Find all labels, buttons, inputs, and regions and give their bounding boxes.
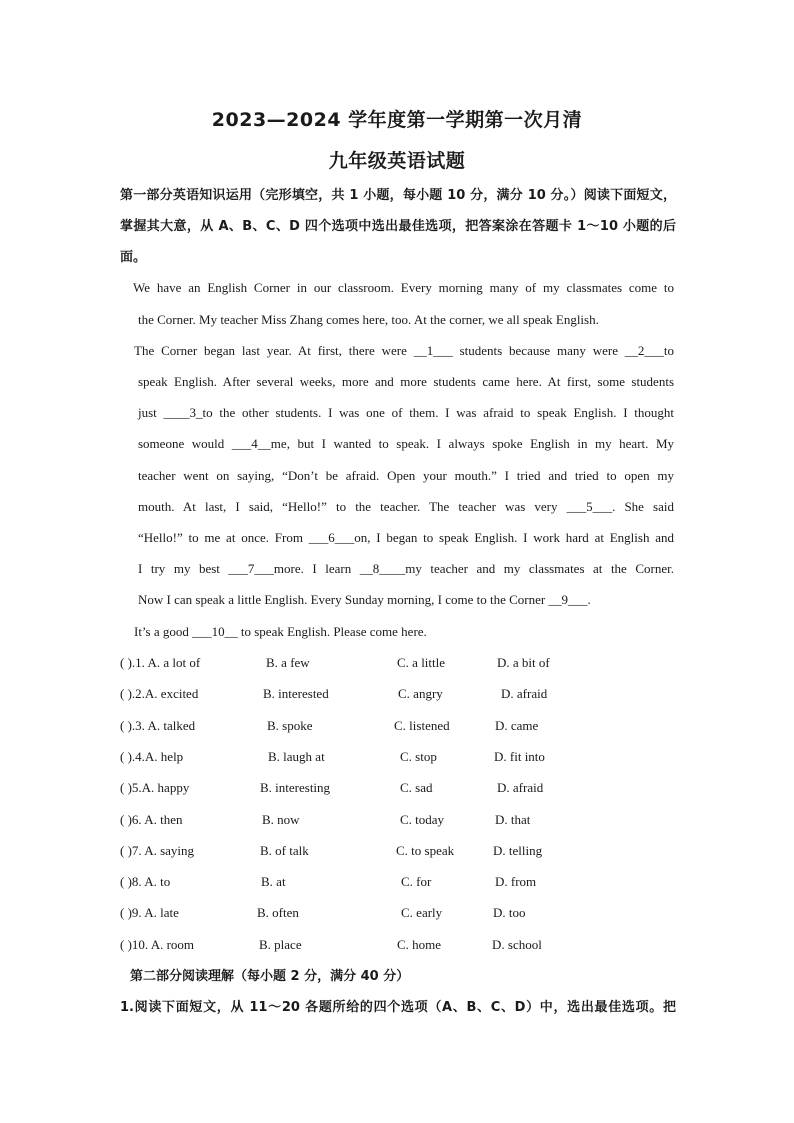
- passage-line: The Corner began last year. At first, there were __1___ students because many were __2___to: [134, 343, 674, 358]
- passage-line: mouth. At last, I said, “Hello!” to the teacher. The teacher was very ___5___. She said: [138, 499, 674, 514]
- question-row: [120, 874, 680, 894]
- option-b: B. often: [257, 905, 299, 921]
- option-b: B. spoke: [267, 717, 313, 733]
- question-row: [120, 655, 680, 675]
- option-b: B. place: [259, 936, 302, 952]
- option-d: D. afraid: [501, 686, 548, 702]
- option-b: B. interesting: [260, 780, 331, 796]
- option-c: C. stop: [400, 748, 437, 764]
- part1-instruction: 第一部分英语知识运用（完形填空，共 1 小题，每小题 10 分，满分 10 分。）阅读下面短文，掌握其大意，从 A、B、C、D 四个选项中选出最佳选项，把答案涂在答题卡 1～10 小题的后面。: [120, 188, 676, 265]
- question-stem-option-a: ( )7. A. saying: [120, 842, 195, 858]
- option-b: B. a few: [266, 655, 310, 670]
- option-c: C. a little: [397, 655, 446, 670]
- option-b: B. of talk: [260, 842, 309, 858]
- option-c: C. today: [400, 811, 445, 827]
- option-d: D. from: [495, 874, 537, 890]
- exam-subtitle: 九年级英语试题: [328, 150, 466, 172]
- question-stem-option-a: ( ).1. A. a lot of: [120, 655, 201, 670]
- part2-instruction: 1.阅读下面短文，从 11～20 各题所给的四个选项（A、B、C、D）中，选出最佳选项。把: [120, 1000, 676, 1015]
- question-stem-option-a: ( )10. A. room: [120, 936, 195, 952]
- option-c: C. home: [397, 936, 442, 952]
- question-row: [120, 812, 680, 832]
- question-row: [120, 780, 680, 800]
- option-c: C. for: [401, 874, 432, 890]
- question-stem-option-a: ( ).2.A. excited: [120, 686, 199, 702]
- option-b: B. at: [261, 874, 286, 890]
- part2-heading: 第二部分阅读理解（每小题 2 分，满分 40 分）: [130, 969, 410, 984]
- passage-line: the Corner. My teacher Miss Zhang comes here, too. At the corner, we all speak English.: [138, 312, 599, 327]
- option-d: D. afraid: [497, 780, 544, 796]
- option-d: D. school: [492, 936, 542, 952]
- passage-line: someone would ___4__me, but I wanted to speak. I always spoke English in my heart. My: [138, 436, 674, 451]
- option-b: B. interested: [263, 686, 329, 702]
- question-row: [120, 686, 680, 706]
- option-b: B. laugh at: [268, 748, 325, 764]
- option-c: C. angry: [398, 686, 443, 702]
- option-d: D. fit into: [494, 748, 545, 764]
- question-stem-option-a: ( ).3. A. talked: [120, 717, 196, 733]
- passage-line: teacher went on saying, “Don’t be afraid. Open your mouth.” I tried and tried to open my: [138, 468, 674, 483]
- passage-line: “Hello!” to me at once. From ___6___on, I began to speak English. I work hard at English and: [138, 530, 674, 545]
- question-stem-option-a: ( )5.A. happy: [120, 780, 190, 796]
- option-d: D. telling: [493, 842, 543, 858]
- option-d: D. that: [495, 811, 531, 827]
- option-c: C. to speak: [396, 842, 455, 858]
- option-c: C. early: [401, 905, 443, 921]
- question-stem-option-a: ( )6. A. then: [120, 811, 183, 827]
- question-row: [120, 905, 680, 925]
- question-stem-option-a: ( )9. A. late: [120, 905, 179, 921]
- option-d: D. a bit of: [497, 655, 550, 670]
- question-row: [120, 718, 680, 738]
- option-c: C. listened: [394, 717, 450, 733]
- passage-line: We have an English Corner in our classroom. Every morning many of my classmates come to: [133, 280, 674, 295]
- option-d: D. came: [495, 717, 539, 733]
- question-stem-option-a: ( ).4.A. help: [120, 748, 184, 764]
- passage-line: It’s a good ___10__ to speak English. Please come here.: [134, 624, 427, 639]
- passage-line: speak English. After several weeks, more and more students came here. At first, some students: [138, 374, 674, 389]
- exam-title: 2023—2024 学年度第一学期第一次月清: [211, 109, 583, 131]
- passage-line: Now I can speak a little English. Every Sunday morning, I come to the Corner __9___.: [138, 592, 591, 607]
- question-stem-option-a: ( )8. A. to: [120, 874, 171, 890]
- passage-line: I try my best ___7___more. I learn __8____my teacher and my classmates at the Corner.: [138, 561, 674, 576]
- option-d: D. too: [493, 905, 526, 921]
- option-b: B. now: [262, 811, 300, 827]
- question-row: [120, 843, 680, 863]
- question-row: [120, 749, 680, 769]
- passage-line: just ____3_to the other students. I was one of them. I was afraid to speak English. I thought: [138, 405, 674, 420]
- question-row: [120, 937, 680, 957]
- option-c: C. sad: [400, 780, 433, 796]
